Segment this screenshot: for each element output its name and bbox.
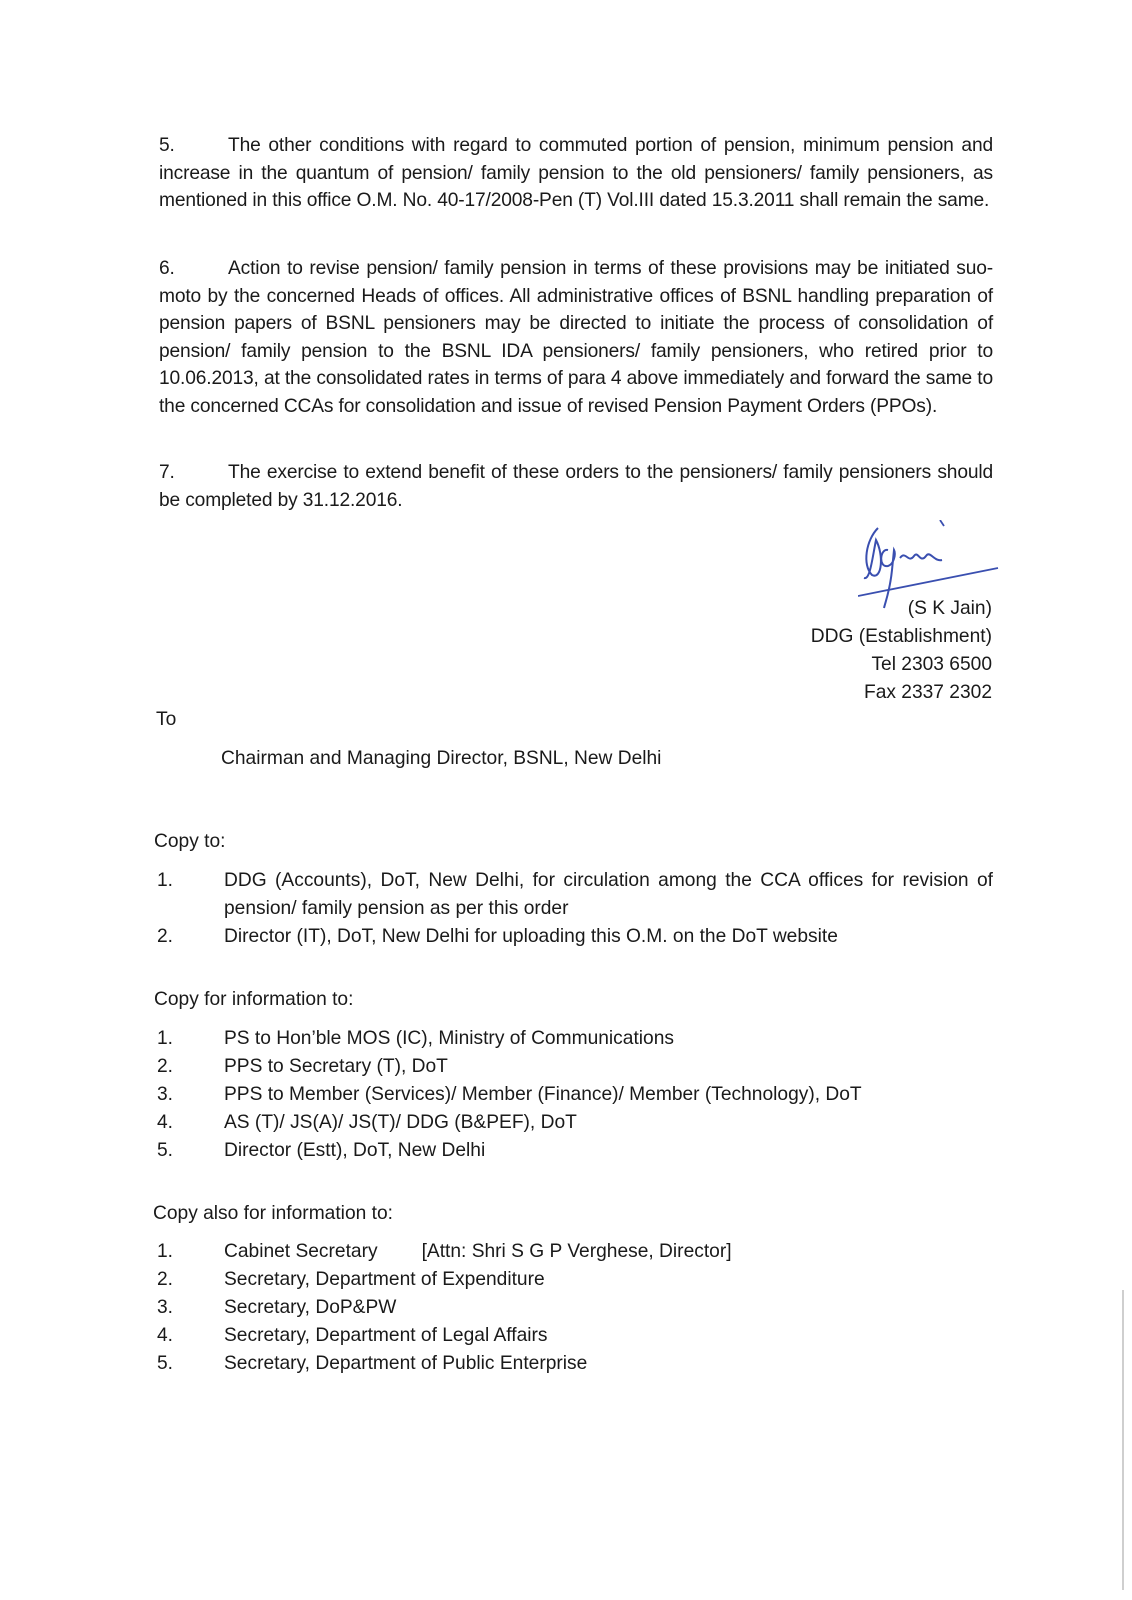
signatory-tel: Tel 2303 6500 [871,654,992,675]
copy-also-for-information-heading: Copy also for information to: [153,1203,393,1224]
item-number: 5. [157,1353,174,1374]
list-item [157,1238,993,1266]
item-number: 5. [157,1140,174,1161]
item-text: PPS to Member (Services)/ Member (Finance)/ Member (Technology), DoT [224,1084,862,1105]
item-number: 2. [157,1056,174,1077]
item-text: Director (IT), DoT, New Delhi for uploading this O.M. on the DoT website [224,926,838,947]
paragraph-text: The other conditions with regard to commuted portion of pension, minimum pension and increase in the quantum of pension/ family pension to the old pensioners/ family pensioners, as mentioned in this office O.M. No. 40-17/2008-Pen (T) Vol.III dated 15.3.2011 shall remain the same. [159,135,993,211]
copy-to-list [157,867,993,951]
item-number: 4. [157,1112,174,1133]
list-item [157,1137,993,1165]
paragraph-6 [159,255,993,420]
list-item [157,1025,993,1053]
paragraph-number: 5. [159,135,175,156]
list-item [157,1266,993,1294]
signatory-name: (S K Jain) [907,598,992,619]
item-number: 1. [157,1028,174,1049]
signatory-fax: Fax 2337 2302 [863,682,992,703]
list-item [157,1109,993,1137]
item-number: 4. [157,1325,174,1346]
list-item [157,1350,993,1378]
list-item [157,1053,993,1081]
copy-for-information-list [157,1025,993,1165]
list-item [157,1322,993,1350]
copy-to-heading: Copy to: [154,831,226,852]
item-text: Secretary, Department of Legal Affairs [224,1325,548,1346]
list-item [157,1081,993,1109]
list-item [157,867,993,923]
signatory-designation: DDG (Establishment) [810,626,992,647]
copy-for-information-heading: Copy for information to: [154,989,354,1010]
item-text [224,1238,993,1266]
item-text: PS to Hon’ble MOS (IC), Ministry of Communications [224,1028,674,1049]
item-attention-note: [Attn: Shri S G P Verghese, Director] [421,1241,732,1262]
paragraph-text: The exercise to extend benefit of these orders to the pensioners/ family pensioners should be completed by 31.12.2016. [159,462,993,511]
copy-also-for-information-list [157,1238,993,1378]
scan-edge-divider [1122,1290,1124,1590]
item-number: 2. [157,1269,174,1290]
item-number: 2. [157,926,174,947]
item-text: AS (T)/ JS(A)/ JS(T)/ DDG (B&PEF), DoT [224,1112,577,1133]
paragraph-5 [159,132,993,215]
paragraph-7 [159,459,993,514]
paragraph-number: 6. [159,258,175,279]
item-number: 3. [157,1297,174,1318]
item-number: 1. [157,1241,174,1262]
addressee-label: To [156,709,177,730]
addressee-name: Chairman and Managing Director, BSNL, New Delhi [221,748,662,769]
item-text: DDG (Accounts), DoT, New Delhi, for circulation among the CCA offices for revision of pension/ family pension as per this order [224,870,993,919]
item-text: Secretary, Department of Expenditure [224,1269,545,1290]
item-number: 1. [157,870,174,891]
list-item [157,1294,993,1322]
item-text: Secretary, DoP&PW [224,1297,397,1318]
item-text: PPS to Secretary (T), DoT [224,1056,448,1077]
item-text: Director (Estt), DoT, New Delhi [224,1140,486,1161]
item-text: Secretary, Department of Public Enterprise [224,1353,588,1374]
item-text-main: Cabinet Secretary [224,1241,378,1262]
list-item [157,923,993,951]
signatory-block [811,595,992,707]
paragraph-number: 7. [159,462,175,483]
item-number: 3. [157,1084,174,1105]
paragraph-text: Action to revise pension/ family pension in terms of these provisions may be initiated suo-moto by the concerned Heads of offices. All administrative offices of BSNL handling preparation of pension papers of BSNL pensioners may be directed to initiate the process of consolidation of pension/ family pension to the BSNL IDA pensioners/ family pensioners, who retired prior to 10.06.2013, at the consolidated rates in terms of para 4 above immediately and forward the same to the concerned CCAs for consolidation and issue of revised Pension Payment Orders (PPOs). [159,258,993,417]
